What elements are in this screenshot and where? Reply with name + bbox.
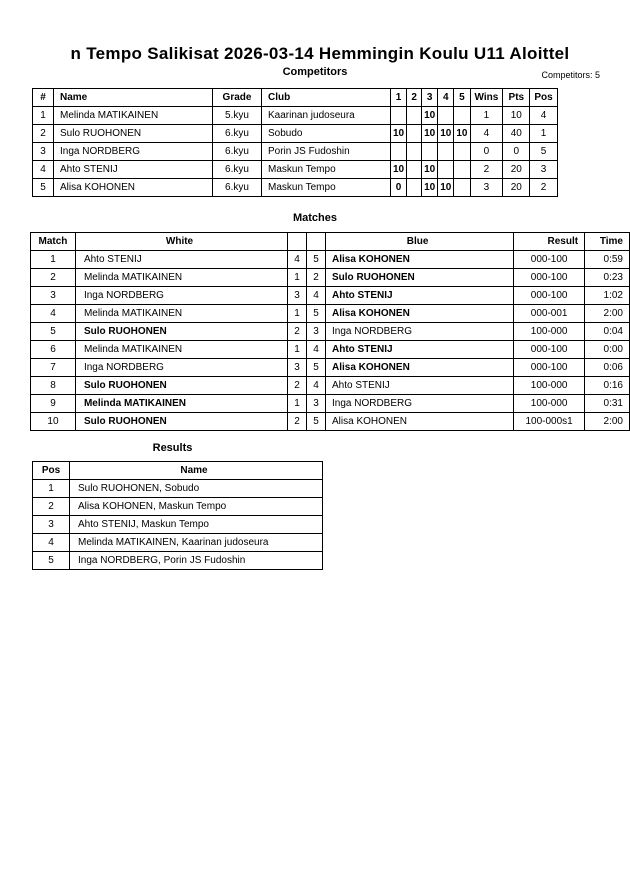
cell-blue: Alisa KOHONEN <box>326 251 514 269</box>
cell-m2 <box>407 125 422 143</box>
cell-m5 <box>454 143 470 161</box>
cell-m3: 10 <box>422 125 438 143</box>
cell-m4 <box>438 161 454 179</box>
cell-blue: Alisa KOHONEN <box>326 413 514 431</box>
table-row <box>33 480 323 498</box>
results-header-row <box>33 462 323 480</box>
cell-pos: 5 <box>530 143 557 161</box>
column-header-number: # <box>33 89 54 107</box>
cell-name: Melinda MATIKAINEN, Kaarinan judoseura <box>70 534 323 552</box>
cell-wins: 1 <box>470 107 503 125</box>
competitors-caption: Competitors <box>282 66 348 78</box>
column-header-m4: 4 <box>438 89 454 107</box>
cell-time: 2:00 <box>585 413 630 431</box>
cell-name: Inga NORDBERG <box>54 143 213 161</box>
cell-club: Porin JS Fudoshin <box>262 143 391 161</box>
cell-name: Sulo RUOHONEN, Sobudo <box>70 480 323 498</box>
cell-result: 000-100 <box>514 287 585 305</box>
cell-m4: 10 <box>438 179 454 197</box>
cell-pos: 3 <box>33 516 70 534</box>
cell-name: Sulo RUOHONEN <box>54 125 213 143</box>
cell-m5 <box>454 179 470 197</box>
table-row <box>31 305 630 323</box>
cell-blue-num: 2 <box>307 269 326 287</box>
cell-result: 000-100 <box>514 269 585 287</box>
cell-pos: 2 <box>530 179 557 197</box>
cell-blue-num: 5 <box>307 413 326 431</box>
cell-pos: 1 <box>530 125 557 143</box>
cell-blue-num: 5 <box>307 251 326 269</box>
column-header-white-num <box>288 233 307 251</box>
table-row <box>33 534 323 552</box>
cell-white-num: 2 <box>288 323 307 341</box>
table-row <box>33 125 558 143</box>
cell-pts: 10 <box>503 107 530 125</box>
table-row <box>33 143 558 161</box>
cell-grade: 5.kyu <box>213 107 262 125</box>
cell-wins: 4 <box>470 125 503 143</box>
column-header-name: Name <box>54 89 213 107</box>
cell-club: Maskun Tempo <box>262 161 391 179</box>
cell-blue-num: 3 <box>307 323 326 341</box>
cell-pts: 20 <box>503 161 530 179</box>
cell-match: 1 <box>31 251 76 269</box>
cell-white: Melinda MATIKAINEN <box>75 269 287 287</box>
cell-name: Ahto STENIJ <box>54 161 213 179</box>
cell-name: Alisa KOHONEN <box>54 179 213 197</box>
cell-wins: 3 <box>470 179 503 197</box>
cell-m3: 10 <box>422 161 438 179</box>
cell-time: 0:00 <box>585 341 630 359</box>
cell-name: Ahto STENIJ, Maskun Tempo <box>70 516 323 534</box>
results-table <box>32 461 323 570</box>
cell-result: 000-100 <box>514 359 585 377</box>
table-row <box>31 413 630 431</box>
cell-m1 <box>391 143 407 161</box>
matches-caption: Matches <box>292 212 338 224</box>
column-header-pos: Pos <box>530 89 557 107</box>
cell-pos: 4 <box>530 107 557 125</box>
cell-blue: Ahto STENIJ <box>326 287 514 305</box>
cell-result: 100-000 <box>514 395 585 413</box>
cell-white-num: 4 <box>288 251 307 269</box>
cell-blue: Ahto STENIJ <box>326 341 514 359</box>
cell-number: 5 <box>33 179 54 197</box>
cell-pts: 40 <box>503 125 530 143</box>
cell-white-num: 2 <box>288 413 307 431</box>
cell-m3: 10 <box>422 107 438 125</box>
cell-pts: 0 <box>503 143 530 161</box>
cell-m3: 10 <box>422 179 438 197</box>
cell-time: 1:02 <box>585 287 630 305</box>
cell-m2 <box>407 143 422 161</box>
cell-blue-num: 5 <box>307 359 326 377</box>
cell-white: Melinda MATIKAINEN <box>75 341 287 359</box>
column-header-m1: 1 <box>391 89 407 107</box>
table-row <box>33 516 323 534</box>
column-header-m2: 2 <box>407 89 422 107</box>
cell-result: 000-100 <box>514 251 585 269</box>
cell-blue: Ahto STENIJ <box>326 377 514 395</box>
cell-white-num: 3 <box>288 359 307 377</box>
cell-m1 <box>391 107 407 125</box>
cell-m3 <box>422 143 438 161</box>
cell-white-num: 2 <box>288 377 307 395</box>
cell-match: 2 <box>31 269 76 287</box>
column-header-result: Result <box>514 233 585 251</box>
cell-blue: Inga NORDBERG <box>326 323 514 341</box>
cell-m1: 0 <box>391 179 407 197</box>
competitors-table <box>32 88 558 197</box>
column-header-grade: Grade <box>213 89 262 107</box>
cell-white: Ahto STENIJ <box>75 251 287 269</box>
competitors-count: Competitors: 5 <box>541 70 600 80</box>
cell-match: 6 <box>31 341 76 359</box>
table-row <box>31 377 630 395</box>
table-row <box>33 107 558 125</box>
cell-time: 0:04 <box>585 323 630 341</box>
page-title: n Tempo Salikisat 2026-03-14 Hemmingin Koulu U11 Aloittel <box>70 44 570 63</box>
cell-m4: 10 <box>438 125 454 143</box>
cell-result: 100-000 <box>514 377 585 395</box>
cell-time: 0:23 <box>585 269 630 287</box>
cell-white: Sulo RUOHONEN <box>75 323 287 341</box>
cell-m2 <box>407 161 422 179</box>
cell-m2 <box>407 107 422 125</box>
cell-m5 <box>454 161 470 179</box>
table-row <box>31 269 630 287</box>
cell-number: 4 <box>33 161 54 179</box>
table-row <box>31 341 630 359</box>
cell-m1: 10 <box>391 125 407 143</box>
table-row <box>31 359 630 377</box>
cell-pos: 4 <box>33 534 70 552</box>
cell-pos: 1 <box>33 480 70 498</box>
table-row <box>31 251 630 269</box>
cell-white: Melinda MATIKAINEN <box>75 395 287 413</box>
cell-name: Alisa KOHONEN, Maskun Tempo <box>70 498 323 516</box>
cell-result: 100-000 <box>514 323 585 341</box>
cell-pos: 3 <box>530 161 557 179</box>
cell-blue: Sulo RUOHONEN <box>326 269 514 287</box>
cell-match: 7 <box>31 359 76 377</box>
cell-wins: 2 <box>470 161 503 179</box>
cell-m4 <box>438 143 454 161</box>
column-header-pos: Pos <box>33 462 70 480</box>
cell-result: 000-100 <box>514 341 585 359</box>
cell-time: 0:16 <box>585 377 630 395</box>
column-header-name: Name <box>70 462 323 480</box>
cell-pts: 20 <box>503 179 530 197</box>
cell-time: 0:06 <box>585 359 630 377</box>
cell-pos: 2 <box>33 498 70 516</box>
cell-m4 <box>438 107 454 125</box>
cell-white: Melinda MATIKAINEN <box>75 305 287 323</box>
column-header-match: Match <box>31 233 76 251</box>
column-header-pts: Pts <box>503 89 530 107</box>
cell-blue-num: 4 <box>307 377 326 395</box>
matches-header-row <box>31 233 630 251</box>
cell-blue: Alisa KOHONEN <box>326 305 514 323</box>
cell-grade: 6.kyu <box>213 179 262 197</box>
table-row <box>33 161 558 179</box>
column-header-blue: Blue <box>326 233 514 251</box>
column-header-blue-num <box>307 233 326 251</box>
cell-match: 5 <box>31 323 76 341</box>
cell-m2 <box>407 179 422 197</box>
cell-number: 1 <box>33 107 54 125</box>
cell-white: Sulo RUOHONEN <box>75 377 287 395</box>
table-row <box>31 395 630 413</box>
column-header-white: White <box>75 233 287 251</box>
cell-match: 4 <box>31 305 76 323</box>
cell-time: 0:31 <box>585 395 630 413</box>
cell-m5: 10 <box>454 125 470 143</box>
cell-wins: 0 <box>470 143 503 161</box>
cell-match: 9 <box>31 395 76 413</box>
cell-blue-num: 4 <box>307 341 326 359</box>
column-header-wins: Wins <box>470 89 503 107</box>
cell-blue: Alisa KOHONEN <box>326 359 514 377</box>
cell-result: 100-000s1 <box>514 413 585 431</box>
cell-pos: 5 <box>33 552 70 570</box>
cell-name: Melinda MATIKAINEN <box>54 107 213 125</box>
cell-white-num: 1 <box>288 341 307 359</box>
cell-club: Sobudo <box>262 125 391 143</box>
cell-white: Sulo RUOHONEN <box>75 413 287 431</box>
cell-white: Inga NORDBERG <box>75 359 287 377</box>
cell-match: 8 <box>31 377 76 395</box>
table-row <box>33 498 323 516</box>
column-header-m3: 3 <box>422 89 438 107</box>
table-row <box>31 323 630 341</box>
column-header-m5: 5 <box>454 89 470 107</box>
cell-club: Kaarinan judoseura <box>262 107 391 125</box>
cell-m1: 10 <box>391 161 407 179</box>
column-header-club: Club <box>262 89 391 107</box>
cell-white: Inga NORDBERG <box>75 287 287 305</box>
table-row <box>31 287 630 305</box>
cell-grade: 6.kyu <box>213 125 262 143</box>
cell-blue-num: 4 <box>307 287 326 305</box>
cell-match: 10 <box>31 413 76 431</box>
table-row <box>33 179 558 197</box>
cell-white-num: 3 <box>288 287 307 305</box>
cell-time: 2:00 <box>585 305 630 323</box>
cell-blue: Inga NORDBERG <box>326 395 514 413</box>
cell-number: 3 <box>33 143 54 161</box>
results-caption: Results <box>152 442 193 454</box>
matches-table <box>30 232 630 431</box>
cell-blue-num: 5 <box>307 305 326 323</box>
table-row <box>33 552 323 570</box>
cell-club: Maskun Tempo <box>262 179 391 197</box>
cell-white-num: 1 <box>288 269 307 287</box>
cell-blue-num: 3 <box>307 395 326 413</box>
cell-time: 0:59 <box>585 251 630 269</box>
column-header-time: Time <box>585 233 630 251</box>
cell-match: 3 <box>31 287 76 305</box>
cell-grade: 6.kyu <box>213 143 262 161</box>
cell-white-num: 1 <box>288 305 307 323</box>
cell-result: 000-001 <box>514 305 585 323</box>
cell-name: Inga NORDBERG, Porin JS Fudoshin <box>70 552 323 570</box>
cell-m5 <box>454 107 470 125</box>
cell-grade: 6.kyu <box>213 161 262 179</box>
cell-number: 2 <box>33 125 54 143</box>
cell-white-num: 1 <box>288 395 307 413</box>
competitors-header-row <box>33 89 558 107</box>
